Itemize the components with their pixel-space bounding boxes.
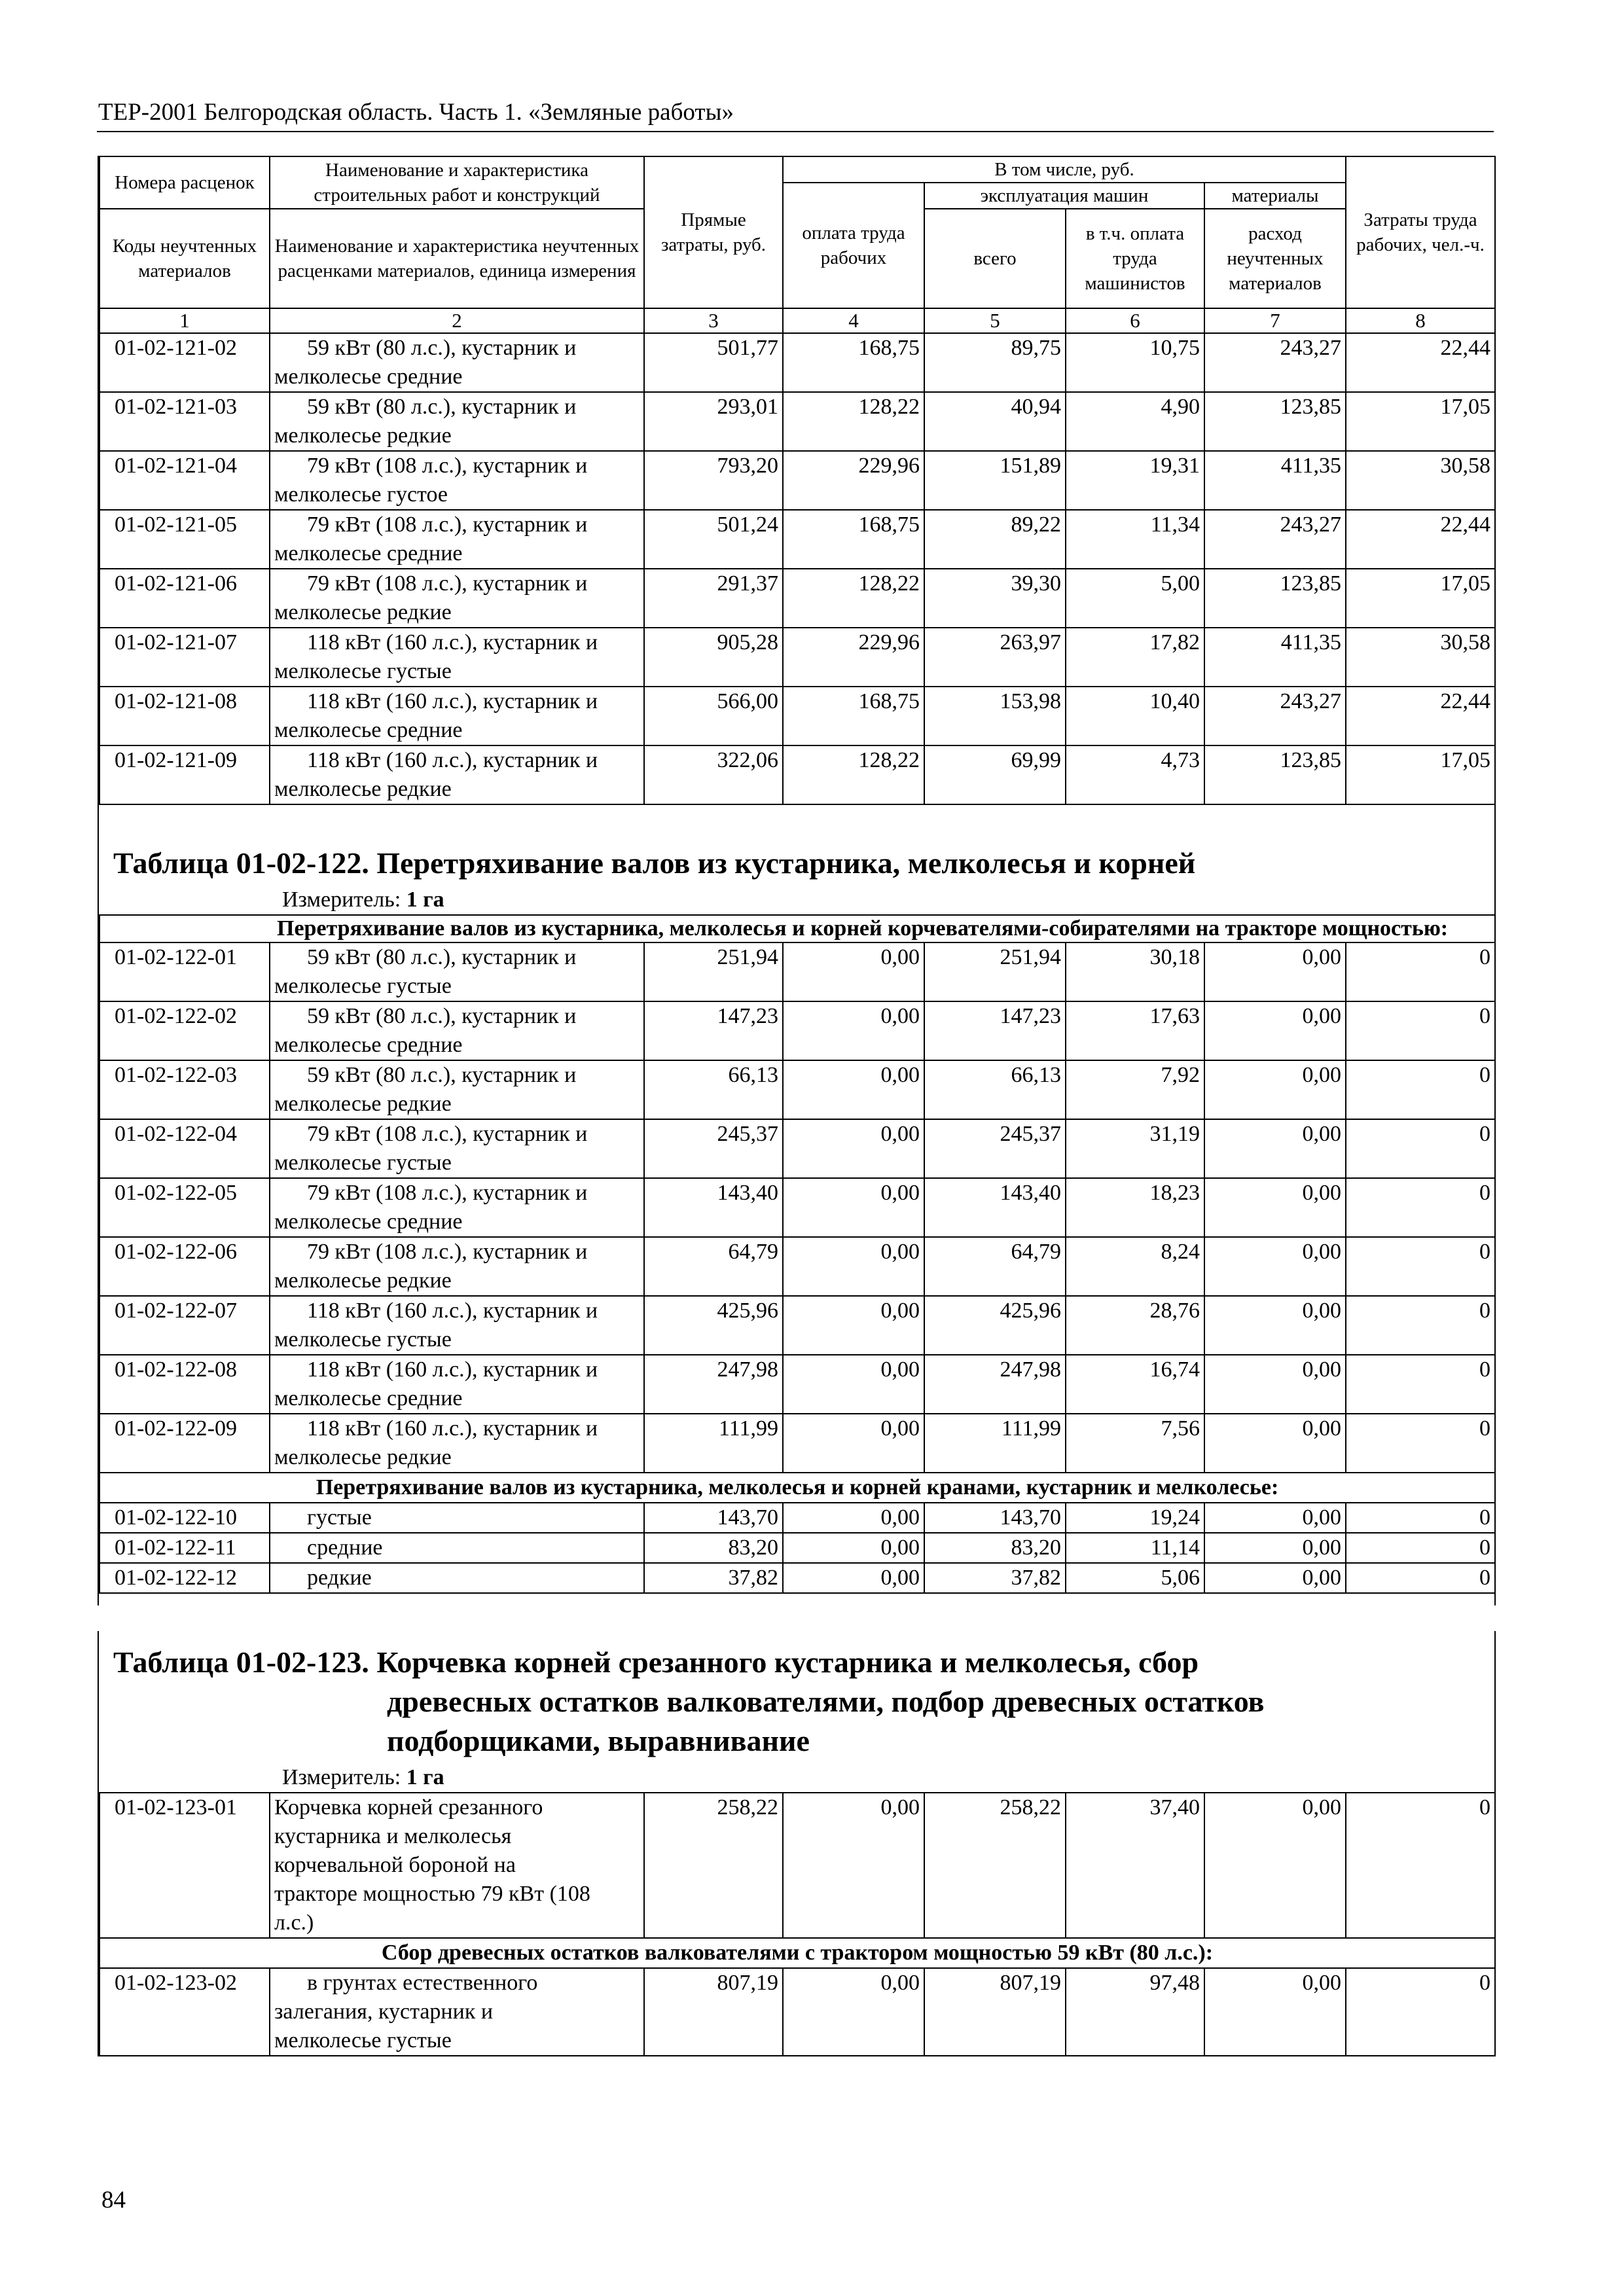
machines-total: 143,70 bbox=[924, 1503, 1066, 1533]
col-work-name: Наименование и характеристика строительных работ и конструкций bbox=[270, 156, 644, 209]
table-row bbox=[99, 1414, 1495, 1473]
machines-total: 39,30 bbox=[924, 569, 1066, 628]
rate-code: 01-02-121-08 bbox=[99, 687, 270, 745]
table-row bbox=[99, 510, 1495, 569]
materials: 123,85 bbox=[1204, 745, 1346, 804]
direct-costs: 111,99 bbox=[644, 1414, 783, 1473]
header-rule bbox=[97, 131, 1494, 132]
labor-costs: 17,05 bbox=[1346, 392, 1495, 451]
materials: 0,00 bbox=[1204, 1355, 1346, 1414]
col-unaccounted-codes: Коды неучтенных материалов bbox=[99, 209, 270, 308]
labor-costs: 0 bbox=[1346, 1178, 1495, 1237]
col-number: 5 bbox=[924, 308, 1066, 333]
col-worker-pay: оплата труда рабочих bbox=[783, 183, 924, 308]
materials: 243,27 bbox=[1204, 687, 1346, 745]
machinist-pay: 5,00 bbox=[1066, 569, 1204, 628]
worker-pay: 168,75 bbox=[783, 687, 924, 745]
worker-pay: 0,00 bbox=[783, 942, 924, 1001]
measure-value: 1 га bbox=[406, 888, 444, 912]
description-line: мелколесье густые bbox=[274, 659, 452, 683]
direct-costs: 425,96 bbox=[644, 1296, 783, 1355]
direct-costs: 66,13 bbox=[644, 1060, 783, 1119]
rate-description bbox=[270, 942, 644, 1001]
labor-costs: 0 bbox=[1346, 1414, 1495, 1473]
table-123-block bbox=[98, 1631, 1496, 2056]
rate-code: 01-02-122-06 bbox=[99, 1237, 270, 1296]
labor-costs: 0 bbox=[1346, 1355, 1495, 1414]
rate-description bbox=[270, 1060, 644, 1119]
col-number: 6 bbox=[1066, 308, 1204, 333]
machines-total: 247,98 bbox=[924, 1355, 1066, 1414]
materials: 243,27 bbox=[1204, 333, 1346, 392]
description-line: корчевальной бороной на bbox=[274, 1853, 516, 1877]
direct-costs: 793,20 bbox=[644, 451, 783, 510]
direct-costs: 566,00 bbox=[644, 687, 783, 745]
machinist-pay: 10,40 bbox=[1066, 687, 1204, 745]
machinist-pay: 30,18 bbox=[1066, 942, 1204, 1001]
description-line: мелколесье редкие bbox=[274, 423, 452, 448]
machines-total: 245,37 bbox=[924, 1119, 1066, 1178]
direct-costs: 291,37 bbox=[644, 569, 783, 628]
worker-pay: 229,96 bbox=[783, 628, 924, 687]
description-line: 59 кВт (80 л.с.), кустарник и bbox=[307, 1063, 577, 1087]
direct-costs: 258,22 bbox=[644, 1793, 783, 1938]
table-123-title-line-2: древесных остатков валкователями, подбор древесных остатков bbox=[387, 1685, 1265, 1718]
description-line: 118 кВт (160 л.с.), кустарник и bbox=[307, 748, 598, 772]
machinist-pay: 31,19 bbox=[1066, 1119, 1204, 1178]
rate-description bbox=[270, 392, 644, 451]
materials: 0,00 bbox=[1204, 1968, 1346, 2056]
col-unaccounted-materials: Наименование и характеристика неучтенных расценками материалов, единица измерения bbox=[270, 209, 644, 308]
rate-code: 01-02-122-03 bbox=[99, 1060, 270, 1119]
rows-122-cranes bbox=[99, 1503, 1495, 1593]
description-line: мелколесье средние bbox=[274, 718, 463, 742]
rate-code: 01-02-122-02 bbox=[99, 1001, 270, 1060]
description-line: 118 кВт (160 л.с.), кустарник и bbox=[307, 689, 598, 713]
description-line: мелколесье средние bbox=[274, 541, 463, 565]
rate-code: 01-02-123-01 bbox=[99, 1793, 270, 1938]
materials: 0,00 bbox=[1204, 1414, 1346, 1473]
rate-description bbox=[270, 333, 644, 392]
machines-total: 69,99 bbox=[924, 745, 1066, 804]
description-line: 79 кВт (108 л.с.), кустарник и bbox=[307, 571, 588, 596]
machinist-pay: 19,31 bbox=[1066, 451, 1204, 510]
rate-code: 01-02-121-03 bbox=[99, 392, 270, 451]
table-row bbox=[99, 1355, 1495, 1414]
measure-label: Измеритель: bbox=[282, 1765, 401, 1789]
worker-pay: 0,00 bbox=[783, 1793, 924, 1938]
worker-pay: 128,22 bbox=[783, 392, 924, 451]
table-122-block bbox=[98, 840, 1496, 1605]
machines-total: 83,20 bbox=[924, 1533, 1066, 1563]
machines-total: 66,13 bbox=[924, 1060, 1066, 1119]
labor-costs: 0 bbox=[1346, 1001, 1495, 1060]
rate-description bbox=[270, 1119, 644, 1178]
direct-costs: 143,70 bbox=[644, 1503, 783, 1533]
machinist-pay: 18,23 bbox=[1066, 1178, 1204, 1237]
measure-label: Измеритель: bbox=[282, 888, 401, 912]
table-row bbox=[99, 569, 1495, 628]
direct-costs: 807,19 bbox=[644, 1968, 783, 2056]
table-row bbox=[99, 451, 1495, 510]
description-line: 79 кВт (108 л.с.), кустарник и bbox=[307, 1181, 588, 1205]
description-line: 118 кВт (160 л.с.), кустарник и bbox=[307, 1416, 598, 1441]
col-number: 8 bbox=[1346, 308, 1495, 333]
rate-code: 01-02-122-12 bbox=[99, 1563, 270, 1593]
table-122-measure bbox=[99, 883, 1494, 914]
worker-pay: 128,22 bbox=[783, 745, 924, 804]
direct-costs: 501,24 bbox=[644, 510, 783, 569]
machinist-pay: 5,06 bbox=[1066, 1563, 1204, 1593]
rate-description: густые bbox=[270, 1503, 644, 1533]
rate-description bbox=[270, 687, 644, 745]
direct-costs: 83,20 bbox=[644, 1533, 783, 1563]
materials: 0,00 bbox=[1204, 1296, 1346, 1355]
rate-code: 01-02-122-10 bbox=[99, 1503, 270, 1533]
labor-costs: 0 bbox=[1346, 1563, 1495, 1593]
machines-total: 40,94 bbox=[924, 392, 1066, 451]
labor-costs: 0 bbox=[1346, 942, 1495, 1001]
machines-total: 425,96 bbox=[924, 1296, 1066, 1355]
table-row bbox=[99, 745, 1495, 804]
rows-122 bbox=[99, 942, 1495, 1473]
table-122-subheading-1: Перетряхивание валов из кустарника, мелколесья и корней корчевателями-собирателями на тракторе мощностью: bbox=[99, 915, 1495, 942]
labor-costs: 0 bbox=[1346, 1060, 1495, 1119]
direct-costs: 245,37 bbox=[644, 1119, 783, 1178]
machinist-pay: 4,90 bbox=[1066, 392, 1204, 451]
description-line: 59 кВт (80 л.с.), кустарник и bbox=[307, 945, 577, 969]
machines-total: 111,99 bbox=[924, 1414, 1066, 1473]
description-line: 59 кВт (80 л.с.), кустарник и bbox=[307, 1004, 577, 1028]
col-materials-consumption: расход неучтенных материалов bbox=[1204, 209, 1346, 308]
direct-costs: 293,01 bbox=[644, 392, 783, 451]
materials: 123,85 bbox=[1204, 392, 1346, 451]
col-number: 3 bbox=[644, 308, 783, 333]
machines-total: 251,94 bbox=[924, 942, 1066, 1001]
description-line: мелколесье густые bbox=[274, 1151, 452, 1175]
machines-total: 263,97 bbox=[924, 628, 1066, 687]
materials: 0,00 bbox=[1204, 1563, 1346, 1593]
rows-121 bbox=[99, 333, 1495, 804]
worker-pay: 168,75 bbox=[783, 510, 924, 569]
description-line: кустарника и мелколесья bbox=[274, 1824, 512, 1848]
direct-costs: 322,06 bbox=[644, 745, 783, 804]
labor-costs: 0 bbox=[1346, 1237, 1495, 1296]
table-row bbox=[99, 392, 1495, 451]
col-machinist-pay: в т.ч. оплата труда машинистов bbox=[1066, 209, 1204, 308]
materials: 0,00 bbox=[1204, 1533, 1346, 1563]
rate-code: 01-02-122-04 bbox=[99, 1119, 270, 1178]
rate-description bbox=[270, 1793, 644, 1938]
rate-code: 01-02-122-05 bbox=[99, 1178, 270, 1237]
materials: 411,35 bbox=[1204, 628, 1346, 687]
spacer bbox=[99, 805, 1494, 842]
description-line: в грунтах естественного bbox=[307, 1971, 538, 1995]
machinist-pay: 11,34 bbox=[1066, 510, 1204, 569]
description-line: мелколесье редкие bbox=[274, 600, 452, 624]
machines-total: 807,19 bbox=[924, 1968, 1066, 2056]
machines-total: 64,79 bbox=[924, 1237, 1066, 1296]
rate-description: средние bbox=[270, 1533, 644, 1563]
col-direct-costs: Прямые затраты, руб. bbox=[644, 156, 783, 308]
description-line: 118 кВт (160 л.с.), кустарник и bbox=[307, 1357, 598, 1382]
rate-description bbox=[270, 510, 644, 569]
table-123-title-line-3: подборщиками, выравнивание bbox=[387, 1724, 810, 1757]
machines-total: 147,23 bbox=[924, 1001, 1066, 1060]
rate-code: 01-02-121-04 bbox=[99, 451, 270, 510]
description-line: 79 кВт (108 л.с.), кустарник и bbox=[307, 1240, 588, 1264]
direct-costs: 905,28 bbox=[644, 628, 783, 687]
worker-pay: 0,00 bbox=[783, 1237, 924, 1296]
table-122-title: Таблица 01-02-122. Перетряхивание валов из кустарника, мелколесья и корней bbox=[113, 846, 1196, 880]
materials: 0,00 bbox=[1204, 1178, 1346, 1237]
direct-costs: 64,79 bbox=[644, 1237, 783, 1296]
description-line: 79 кВт (108 л.с.), кустарник и bbox=[307, 454, 588, 478]
direct-costs: 37,82 bbox=[644, 1563, 783, 1593]
table-row bbox=[99, 942, 1495, 1001]
machines-total: 89,75 bbox=[924, 333, 1066, 392]
description-line: мелколесье средние bbox=[274, 1033, 463, 1057]
machines-total: 143,40 bbox=[924, 1178, 1066, 1237]
rate-description bbox=[270, 569, 644, 628]
direct-costs: 143,40 bbox=[644, 1178, 783, 1237]
direct-costs: 501,77 bbox=[644, 333, 783, 392]
table-row bbox=[99, 1178, 1495, 1237]
labor-costs: 0 bbox=[1346, 1533, 1495, 1563]
spacer bbox=[99, 1594, 1494, 1605]
description-line: мелколесье редкие bbox=[274, 1268, 452, 1293]
machinist-pay: 7,56 bbox=[1066, 1414, 1204, 1473]
rate-description bbox=[270, 1296, 644, 1355]
labor-costs: 30,58 bbox=[1346, 628, 1495, 687]
col-machines: эксплуатация машин bbox=[924, 183, 1204, 209]
materials: 0,00 bbox=[1204, 1001, 1346, 1060]
table-row bbox=[99, 1060, 1495, 1119]
direct-costs: 147,23 bbox=[644, 1001, 783, 1060]
col-materials: материалы bbox=[1204, 183, 1346, 209]
labor-costs: 17,05 bbox=[1346, 745, 1495, 804]
rate-description bbox=[270, 451, 644, 510]
machines-total: 37,82 bbox=[924, 1563, 1066, 1593]
table-row bbox=[99, 1793, 1495, 1938]
machinist-pay: 10,75 bbox=[1066, 333, 1204, 392]
direct-costs: 251,94 bbox=[644, 942, 783, 1001]
table-row bbox=[99, 1503, 1495, 1533]
col-labor-costs: Затраты труда рабочих, чел.-ч. bbox=[1346, 156, 1495, 308]
machinist-pay: 28,76 bbox=[1066, 1296, 1204, 1355]
description-line: мелколесье средние bbox=[274, 1386, 463, 1410]
machines-total: 258,22 bbox=[924, 1793, 1066, 1938]
materials: 411,35 bbox=[1204, 451, 1346, 510]
description-line: 79 кВт (108 л.с.), кустарник и bbox=[307, 512, 588, 537]
table-row bbox=[99, 1237, 1495, 1296]
col-rate-numbers: Номера расценок bbox=[99, 156, 270, 209]
column-numbers-row bbox=[99, 308, 1495, 333]
col-including: В том числе, руб. bbox=[783, 156, 1346, 183]
table-123-subheading: Сбор древесных остатков валкователями с трактором мощностью 59 кВт (80 л.с.): bbox=[99, 1938, 1495, 1968]
rate-code: 01-02-121-05 bbox=[99, 510, 270, 569]
materials: 243,27 bbox=[1204, 510, 1346, 569]
worker-pay: 0,00 bbox=[783, 1060, 924, 1119]
worker-pay: 0,00 bbox=[783, 1001, 924, 1060]
worker-pay: 168,75 bbox=[783, 333, 924, 392]
materials: 0,00 bbox=[1204, 1237, 1346, 1296]
labor-costs: 0 bbox=[1346, 1793, 1495, 1938]
rate-code: 01-02-121-09 bbox=[99, 745, 270, 804]
description-line: л.с.) bbox=[274, 1910, 314, 1935]
description-line: мелколесье густые bbox=[274, 974, 452, 998]
machinist-pay: 37,40 bbox=[1066, 1793, 1204, 1938]
description-line: мелколесье средние bbox=[274, 365, 463, 389]
rate-code: 01-02-122-09 bbox=[99, 1414, 270, 1473]
description-line: 59 кВт (80 л.с.), кустарник и bbox=[307, 336, 577, 360]
measure-value: 1 га bbox=[406, 1765, 444, 1789]
rate-code: 01-02-122-07 bbox=[99, 1296, 270, 1355]
rate-code: 01-02-121-07 bbox=[99, 628, 270, 687]
table-123-measure bbox=[99, 1761, 1494, 1792]
rate-code: 01-02-121-06 bbox=[99, 569, 270, 628]
rates-table-123 bbox=[99, 1792, 1496, 2056]
labor-costs: 0 bbox=[1346, 1968, 1495, 2056]
table-row bbox=[99, 1533, 1495, 1563]
rate-description bbox=[270, 628, 644, 687]
rate-code: 01-02-122-01 bbox=[99, 942, 270, 1001]
worker-pay: 0,00 bbox=[783, 1119, 924, 1178]
col-number: 2 bbox=[270, 308, 644, 333]
labor-costs: 0 bbox=[1346, 1119, 1495, 1178]
machines-total: 89,22 bbox=[924, 510, 1066, 569]
worker-pay: 128,22 bbox=[783, 569, 924, 628]
labor-costs: 0 bbox=[1346, 1296, 1495, 1355]
rates-table-121 bbox=[99, 156, 1496, 805]
description-line: мелколесье густые bbox=[274, 1327, 452, 1352]
machines-total: 153,98 bbox=[924, 687, 1066, 745]
description-line: 118 кВт (160 л.с.), кустарник и bbox=[307, 630, 598, 655]
table-row bbox=[99, 1119, 1495, 1178]
materials: 0,00 bbox=[1204, 942, 1346, 1001]
description-line: тракторе мощностью 79 кВт (108 bbox=[274, 1882, 590, 1906]
rate-description: редкие bbox=[270, 1563, 644, 1593]
page-number: 84 bbox=[101, 2187, 126, 2214]
rate-description bbox=[270, 1355, 644, 1414]
description-line: Корчевка корней срезанного bbox=[274, 1795, 543, 1820]
col-number: 1 bbox=[99, 308, 270, 333]
machinist-pay: 19,24 bbox=[1066, 1503, 1204, 1533]
worker-pay: 0,00 bbox=[783, 1968, 924, 2056]
description-line: 118 кВт (160 л.с.), кустарник и bbox=[307, 1299, 598, 1323]
table-row bbox=[99, 1968, 1495, 2056]
labor-costs: 0 bbox=[1346, 1503, 1495, 1533]
materials: 0,00 bbox=[1204, 1503, 1346, 1533]
table-row bbox=[99, 333, 1495, 392]
description-line: мелколесье средние bbox=[274, 1210, 463, 1234]
labor-costs: 22,44 bbox=[1346, 687, 1495, 745]
worker-pay: 0,00 bbox=[783, 1296, 924, 1355]
rate-description bbox=[270, 1001, 644, 1060]
rate-code: 01-02-121-02 bbox=[99, 333, 270, 392]
table-row bbox=[99, 1563, 1495, 1593]
worker-pay: 0,00 bbox=[783, 1414, 924, 1473]
description-line: 59 кВт (80 л.с.), кустарник и bbox=[307, 395, 577, 419]
rate-description bbox=[270, 745, 644, 804]
table-122-subheading-2: Перетряхивание валов из кустарника, мелколесья и корней кранами, кустарник и мелколесье: bbox=[99, 1473, 1495, 1503]
table-123-title-line-1: Таблица 01-02-123. Корчевка корней срезанного кустарника и мелколесья, сбор bbox=[113, 1645, 1199, 1679]
materials: 0,00 bbox=[1204, 1060, 1346, 1119]
description-line: мелколесье редкие bbox=[274, 1445, 452, 1469]
description-line: мелколесье густое bbox=[274, 482, 448, 507]
rate-code: 01-02-123-02 bbox=[99, 1968, 270, 2056]
machines-total: 151,89 bbox=[924, 451, 1066, 510]
table-row bbox=[99, 687, 1495, 745]
description-line: мелколесье густые bbox=[274, 2028, 452, 2053]
worker-pay: 0,00 bbox=[783, 1355, 924, 1414]
labor-costs: 22,44 bbox=[1346, 510, 1495, 569]
machinist-pay: 7,92 bbox=[1066, 1060, 1204, 1119]
materials: 123,85 bbox=[1204, 569, 1346, 628]
machinist-pay: 97,48 bbox=[1066, 1968, 1204, 2056]
page-header: ТЕР-2001 Белгородская область. Часть 1. «Земляные работы» bbox=[98, 99, 734, 126]
materials: 0,00 bbox=[1204, 1119, 1346, 1178]
machinist-pay: 17,63 bbox=[1066, 1001, 1204, 1060]
machinist-pay: 17,82 bbox=[1066, 628, 1204, 687]
description-line: мелколесье редкие bbox=[274, 777, 452, 801]
rate-description bbox=[270, 1414, 644, 1473]
table-row bbox=[99, 1296, 1495, 1355]
rate-description bbox=[270, 1968, 644, 2056]
description-line: мелколесье редкие bbox=[274, 1092, 452, 1116]
machinist-pay: 8,24 bbox=[1066, 1237, 1204, 1296]
labor-costs: 30,58 bbox=[1346, 451, 1495, 510]
machinist-pay: 11,14 bbox=[1066, 1533, 1204, 1563]
col-number: 4 bbox=[783, 308, 924, 333]
table-row bbox=[99, 628, 1495, 687]
materials: 0,00 bbox=[1204, 1793, 1346, 1938]
machinist-pay: 4,73 bbox=[1066, 745, 1204, 804]
worker-pay: 229,96 bbox=[783, 451, 924, 510]
worker-pay: 0,00 bbox=[783, 1178, 924, 1237]
direct-costs: 247,98 bbox=[644, 1355, 783, 1414]
table-121-block bbox=[98, 156, 1496, 842]
labor-costs: 22,44 bbox=[1346, 333, 1495, 392]
rate-code: 01-02-122-08 bbox=[99, 1355, 270, 1414]
worker-pay: 0,00 bbox=[783, 1533, 924, 1563]
labor-costs: 17,05 bbox=[1346, 569, 1495, 628]
col-number: 7 bbox=[1204, 308, 1346, 333]
col-machines-total: всего bbox=[924, 209, 1066, 308]
description-line: 79 кВт (108 л.с.), кустарник и bbox=[307, 1122, 588, 1146]
rate-description bbox=[270, 1237, 644, 1296]
worker-pay: 0,00 bbox=[783, 1503, 924, 1533]
worker-pay: 0,00 bbox=[783, 1563, 924, 1593]
rates-table-122 bbox=[99, 914, 1496, 1594]
description-line: залегания, кустарник и bbox=[274, 2000, 494, 2024]
rate-code: 01-02-122-11 bbox=[99, 1533, 270, 1563]
machinist-pay: 16,74 bbox=[1066, 1355, 1204, 1414]
rate-description bbox=[270, 1178, 644, 1237]
table-row bbox=[99, 1001, 1495, 1060]
